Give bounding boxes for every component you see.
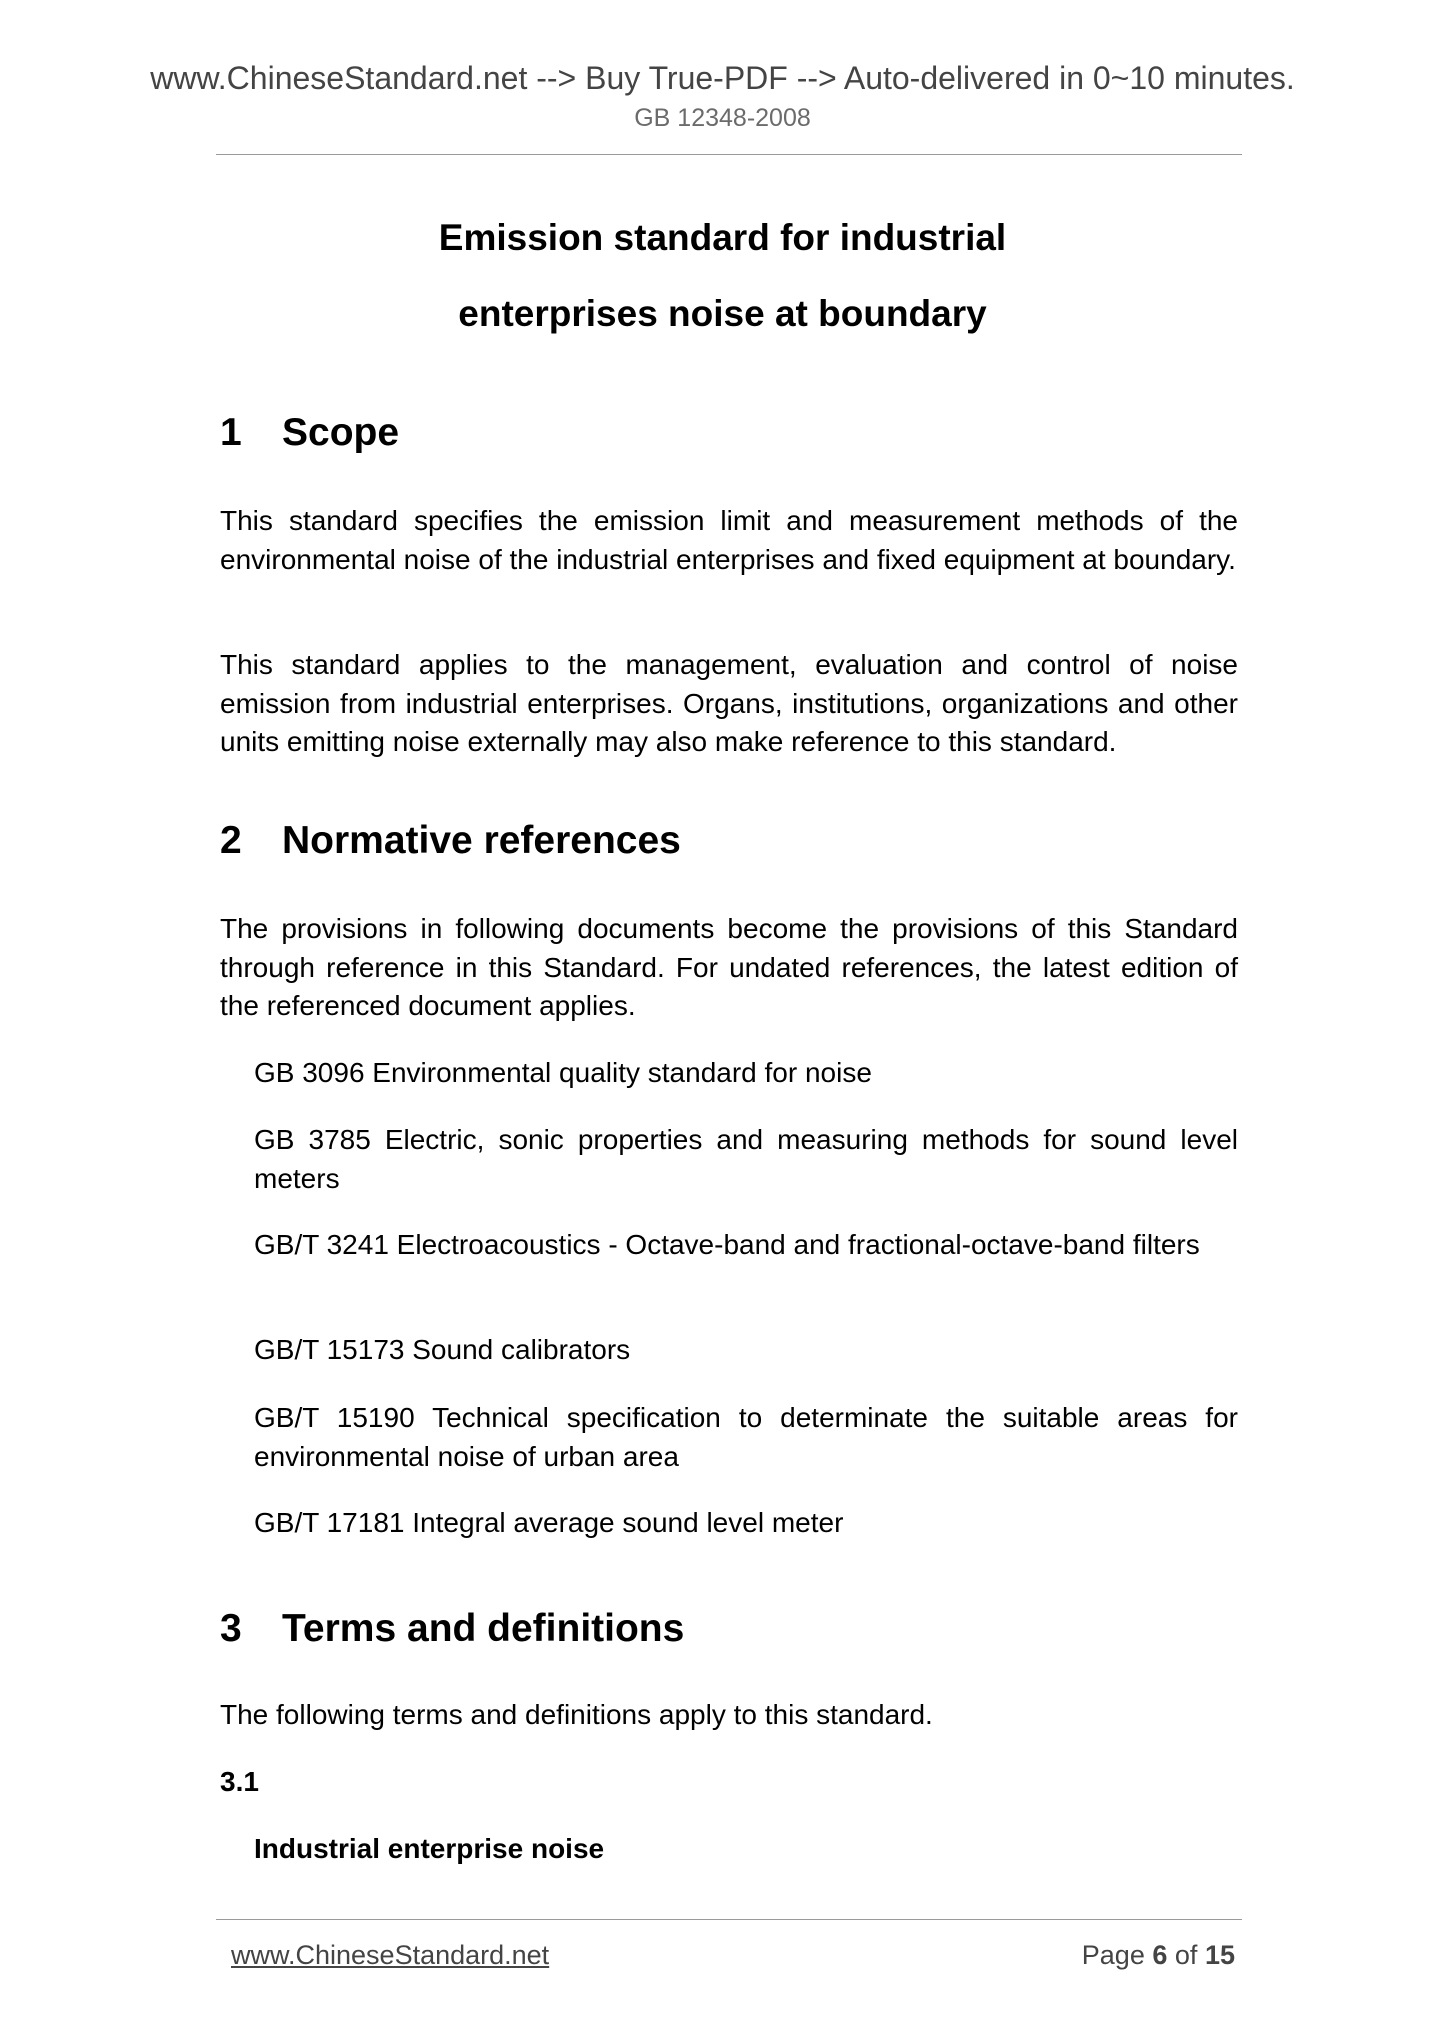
footer-website-link[interactable]: www.ChineseStandard.net [231, 1940, 550, 1970]
terms-intro: The following terms and definitions apply to this standard. [220, 1699, 933, 1730]
section-number: 2 [220, 819, 242, 862]
current-page-number: 6 [1152, 1940, 1168, 1970]
reference-item: GB 3785 Electric, sonic properties and measuring methods for sound level meters [254, 1124, 1238, 1194]
term-number: 3.1 [220, 1766, 259, 1797]
section-heading-scope [220, 410, 399, 456]
page-prefix: Page [1081, 1940, 1145, 1970]
reference-item: GB 3096 Environmental quality standard for noise [254, 1057, 872, 1088]
section-title: Terms and definitions [282, 1607, 685, 1650]
section-number: 3 [220, 1607, 242, 1650]
footer-divider [216, 1919, 1242, 1920]
reference-item: GB/T 3241 Electroacoustics - Octave-band and fractional-octave-band filters [254, 1229, 1200, 1260]
total-page-count: 15 [1204, 1940, 1235, 1970]
section-title: Normative references [282, 819, 681, 862]
page-indicator [1082, 1938, 1235, 1972]
header-divider [216, 154, 1242, 155]
normative-intro: The provisions in following documents become the provisions of this Standard through reference in this Standard. For undated references, the latest edition of the referenced document applies. [220, 913, 1238, 1021]
scope-paragraph-2: This standard applies to the management, evaluation and control of noise emission from industrial enterprises. Organs, institutions, organizations and other units emitting noise externally may also make reference to this standard. [220, 649, 1238, 757]
reference-item: GB/T 15173 Sound calibrators [254, 1334, 631, 1365]
reference-item: GB/T 17181 Integral average sound level meter [254, 1507, 844, 1538]
page-of: of [1174, 1940, 1198, 1970]
document-title-line-2: enterprises noise at boundary [458, 293, 987, 334]
site-banner: www.ChineseStandard.net --> Buy True-PDF --> Auto-delivered in 0~10 minutes. [150, 60, 1295, 96]
section-heading-terms-and-definitions [220, 1606, 684, 1652]
term-name: Industrial enterprise noise [254, 1833, 605, 1864]
scope-paragraph-1: This standard specifies the emission limit and measurement methods of the environmental noise of the industrial enterprises and fixed equipment at boundary. [220, 505, 1238, 575]
reference-item: GB/T 15190 Technical specification to determinate the suitable areas for environmental noise of urban area [254, 1402, 1238, 1472]
document-id: GB 12348-2008 [634, 104, 811, 132]
document-title-line-1: Emission standard for industrial [438, 217, 1007, 258]
section-title: Scope [282, 411, 400, 454]
section-heading-normative-references [220, 818, 681, 864]
section-number: 1 [220, 411, 242, 454]
